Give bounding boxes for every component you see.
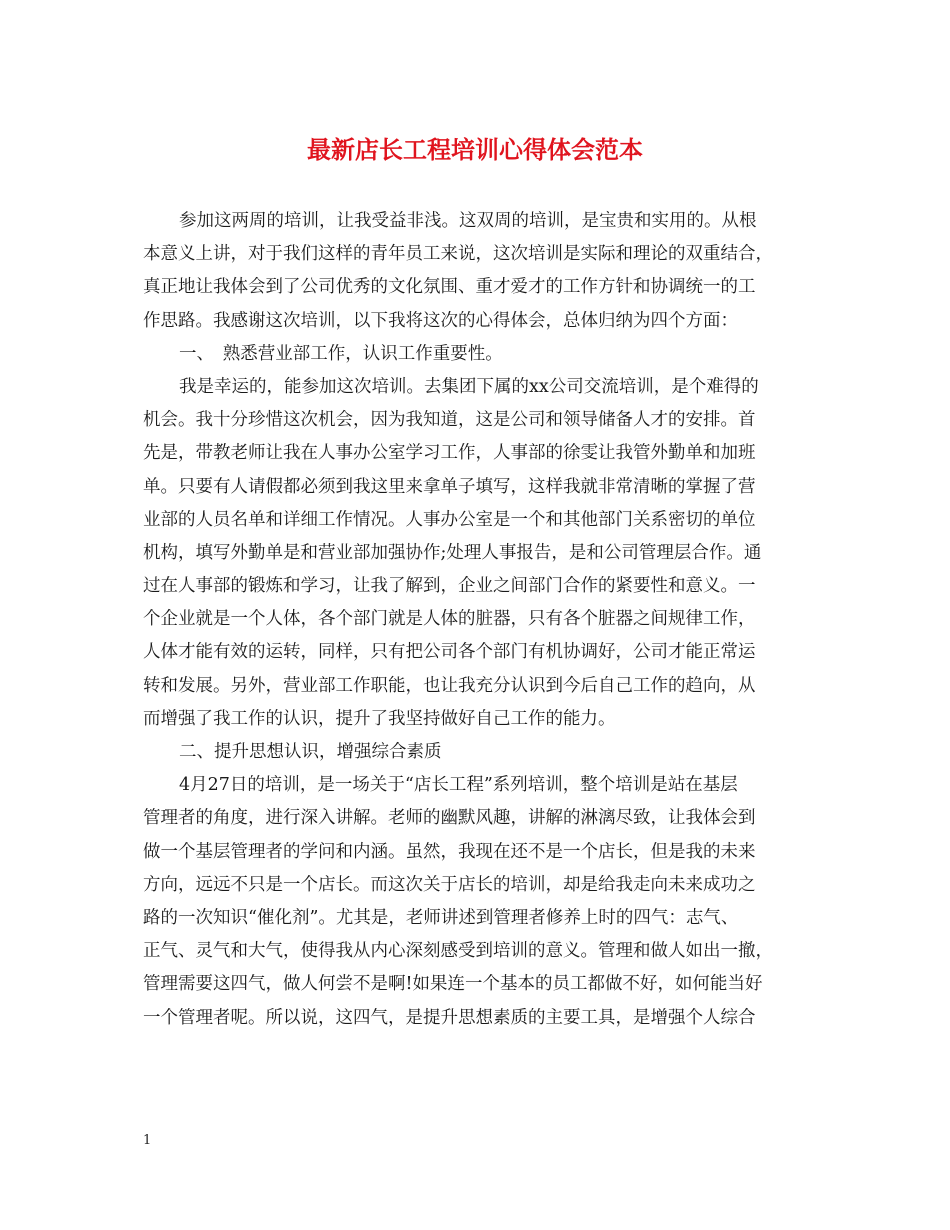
document-title: 最新店长工程培训心得体会范本: [307, 135, 643, 164]
paragraph-line: 单。只要有人请假都必须到我这里来拿单子填写，这样我就非常清晰的掌握了营: [143, 476, 756, 497]
paragraph-line: 本意义上讲，对于我们这样的青年员工来说，这次培训是实际和理论的双重结合，: [143, 244, 773, 265]
paragraph-line: 个企业就是一个人体，各个部门就是人体的脏器，只有各个脏器之间规律工作，: [143, 609, 756, 630]
paragraph-line: 正气、灵气和大气，使得我从内心深刻感受到培训的意义。管理和做人如出一撤，: [143, 941, 773, 962]
paragraph-line: 业部的人员名单和详细工作情况。人事办公室是一个和其他部门关系密切的单位: [143, 509, 756, 530]
paragraph-line: 而增强了我工作的认识，提升了我坚持做好自己工作的能力。: [143, 708, 616, 729]
section-heading: 二、提升思想认识，增强综合素质: [179, 742, 442, 762]
paragraph-line: 做一个基层管理者的学问和内涵。虽然，我现在还不是一个店长，但是我的未来: [143, 841, 756, 862]
paragraph-line: 我是幸运的，能参加这次培训。去集团下属的xx公司交流培训，是个难得的: [179, 376, 759, 397]
paragraph-line: 路的一次知识“催化剂”。尤其是，老师讲述到管理者修养上时的四气：志气、: [143, 907, 739, 928]
section-heading: 一、 熟悉营业部工作，认识工作重要性。: [179, 343, 503, 364]
paragraph-line: 转和发展。另外，营业部工作职能，也让我充分认识到今后自己工作的趋向，从: [143, 675, 756, 696]
paragraph-line: 参加这两周的培训，让我受益非浅。这双周的培训，是宝贵和实用的。从根: [179, 211, 757, 231]
paragraph-line: 人体才能有效的运转，同样，只有把公司各个部门有机协调好，公司才能正常运: [143, 642, 756, 663]
paragraph-line: 真正地让我体会到了公司优秀的文化氛围、重才爱才的工作方针和协调统一的工: [143, 277, 756, 298]
paragraph-line: 管理需要这四气，做人何尝不是啊!如果连一个基本的员工都做不好，如何能当好: [143, 974, 763, 995]
paragraph-line: 机会。我十分珍惜这次机会，因为我知道，这是公司和领导储备人才的安排。首: [143, 410, 756, 431]
paragraph-line: 方向，远远不只是一个店长。而这次关于店长的培训，却是给我走向未来成功之: [143, 874, 756, 895]
paragraph-line: 先是，带教老师让我在人事办公室学习工作，人事部的徐雯让我管外勤单和加班: [143, 443, 756, 464]
paragraph-line: 作思路。我感谢这次培训，以下我将这次的心得体会，总体归纳为四个方面：: [143, 310, 738, 331]
paragraph-line: 机构，填写外勤单是和营业部加强协作;处理人事报告，是和公司管理层合作。通: [143, 542, 762, 563]
paragraph-line: 一个管理者呢。所以说，这四气，是提升思想素质的主要工具，是增强个人综合: [143, 1007, 756, 1028]
paragraph-line: 4月27日的培训，是一场关于“店长工程”系列培训，整个培训是站在基层: [179, 775, 738, 796]
paragraph-line: 管理者的角度，进行深入讲解。老师的幽默风趣，讲解的淋漓尽致，让我体会到: [143, 808, 756, 829]
page-number: 1: [143, 1133, 152, 1148]
paragraph-line: 过在人事部的锻炼和学习，让我了解到，企业之间部门合作的紧要性和意义。一: [143, 576, 756, 597]
document-body: [143, 205, 813, 1035]
